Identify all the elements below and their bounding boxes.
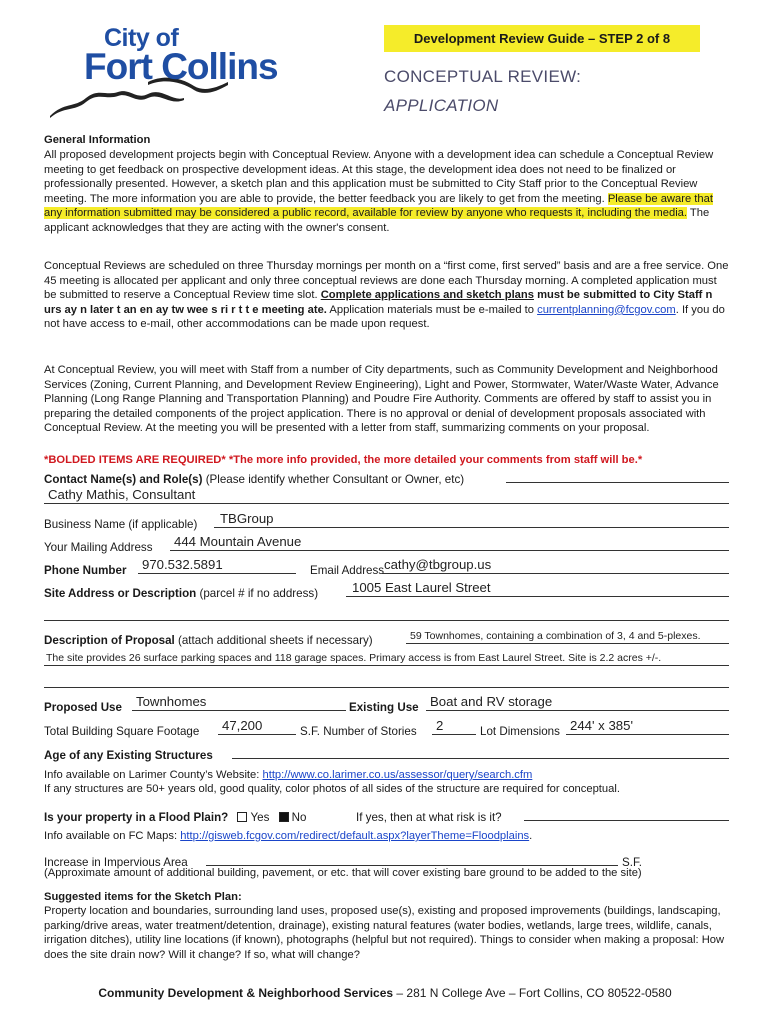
age-row [44,742,729,762]
address-row [44,534,729,554]
deadline-text: must be submitted to City Staff n urs ay n later t an en ay tw wee s ri r t t e meeting ate. [44,289,713,316]
description-value-2: The site provides 26 surface parking spaces and 118 garage spaces. Primary access is from East Laurel Street. Site is 2.2 acres +/-. [46,652,662,664]
accommodation-text: . If you do not have access to e-mail, other accommodations can be made upon request. [44,303,725,331]
footer-address: – 281 N College Ave – Fort Collins, CO 80522-0580 [393,986,672,1000]
business-name-value: TBGroup [220,511,274,526]
impervious-note: (Approximate amount of additional building, pavement, or etc. that will cover existing bare ground to be added to the site) [44,867,642,879]
phone-value: 970.532.5891 [142,557,223,572]
fc-maps-info: Info available on FC Maps: http://gisweb.fcgov.com/redirect/default.aspx?layerTheme=Floodplains. [44,830,533,842]
consent-text: The applicant acknowledges that they are acting with the owner's consent. [44,207,710,234]
phone-label: Phone Number [44,564,127,577]
existing-use-label: Existing Use [349,701,419,714]
email-value: cathy@tbgroup.us [384,557,492,572]
business-row [44,511,729,531]
business-name-field[interactable] [214,527,729,528]
sqft-value: 47,200 [222,718,263,733]
age-note: If any structures are 50+ years old, good quality, color photos of all sides of the structure are required for conceptual. [44,783,620,795]
age-label: Age of any Existing Structures [44,749,213,762]
description-row [44,627,729,647]
general-paragraph-2 [44,259,732,332]
site-extra-row [44,604,729,624]
intro-text: All proposed development projects begin with Conceptual Review. Anyone with a development idea can schedule a Conceptual Review meeting to get feedback on prospective development ideas. At this stage, the development idea does not need to be finalized or professionally presented. However, a sketch plan and this application must be submitted to City Staff prior to the Conceptual Review meeting. The more information you are able to provide, the better feedback you are likely to get from the meeting. [44,149,714,205]
logo-line2: Fort Collins [84,46,278,87]
flood-risk-field[interactable] [524,820,729,821]
impervious-label: Increase in Impervious Area [44,856,188,869]
complete-applications-text: Complete applications and sketch plans [320,289,534,302]
required-note: *BOLDED ITEMS ARE REQUIRED* *The more info provided, the more detailed your comments from staff will be.* [44,454,643,466]
sketch-body: Property location and boundaries, surrounding land uses, proposed use(s), existing and proposed improvements (buildings, landscaping, parking/drive areas, water treatment/detention, drainage), existing natural features (water bodies, wetlands, large trees, wildlife, canals, irrigation ditches), utility line locations (if known), photographs (helpful but not required). Things to consider when making a proposal: How does the site drain now? Will it change? If so, what will change? [44,905,725,961]
contact-role-line[interactable] [506,482,729,483]
proposed-use-field[interactable] [132,710,346,711]
general-paragraph-1 [44,148,732,236]
email-label: Email Address [310,564,385,577]
flood-no-checkbox[interactable] [279,812,289,822]
description-row-3 [44,671,729,691]
description-field-3[interactable] [44,687,729,688]
email-field[interactable] [382,573,729,574]
sketch-heading: Suggested items for the Sketch Plan: [44,891,242,903]
age-info [44,768,732,783]
contact-row [44,466,729,486]
business-label: Business Name (if applicable) [44,518,198,531]
stories-field[interactable] [432,734,476,735]
building-row [44,718,729,738]
stories-label: S.F. Number of Stories [300,725,417,738]
mailing-address-value: 444 Mountain Avenue [174,534,302,549]
mailing-address-field[interactable] [170,550,729,551]
proposed-use-label: Proposed Use [44,701,122,714]
larimer-info-text: Info available on Larimer County’s Website: [44,769,263,781]
site-label: Site Address or Description (parcel # if no address) [44,587,319,600]
email-instruction: Application materials must be e-mailed to [329,303,538,316]
floodplains-link[interactable]: http://gisweb.fcgov.com/redirect/default.aspx?layerTheme=Floodplains [180,830,530,842]
site-address-field[interactable] [346,596,729,597]
flood-question: Is your property in a Flood Plain? Yes No [44,811,307,824]
city-logo [44,22,304,122]
description-field-2[interactable] [44,665,729,666]
existing-use-value: Boat and RV storage [430,694,553,709]
age-field[interactable] [232,758,729,759]
public-record-notice: Please be aware that any information submitted may be considered a public record, available for review by anyone who requests it, including the media. [44,192,713,220]
page-subtitle: APPLICATION [384,96,499,115]
page-title: CONCEPTUAL REVIEW: [384,67,582,86]
contact-value-row [44,487,729,507]
flood-yes-label: Yes [250,811,270,824]
step-banner: Development Review Guide – STEP 2 of 8 [384,25,700,52]
planning-email-link[interactable]: currentplanning@fcgov.com [537,303,676,316]
sqft-label: Total Building Square Footage [44,725,200,738]
site-extra-line[interactable] [44,620,729,621]
impervious-unit: S.F. [622,856,642,869]
site-address-value: 1005 East Laurel Street [352,580,491,595]
lot-dimensions-label: Lot Dimensions [480,725,560,738]
sqft-field[interactable] [218,734,296,735]
lot-dimensions-field[interactable] [566,734,729,735]
logo-line1: City of [104,24,179,52]
lot-dimensions-value: 244' x 385' [570,718,633,733]
larimer-assessor-link[interactable]: http://www.co.larimer.co.us/assessor/query/search.cfm [262,769,533,781]
general-heading: General Information [44,134,151,146]
proposed-use-value: Townhomes [136,694,207,709]
flood-yes-checkbox[interactable] [237,812,247,822]
description-row-2 [44,649,729,669]
flood-no-label: No [291,811,307,824]
fc-maps-text: Info available on FC Maps: [44,830,181,842]
description-field[interactable] [406,643,729,644]
flood-row [44,804,729,824]
description-label: Description of Proposal (attach additional sheets if necessary) [44,634,373,647]
general-paragraph-3: At Conceptual Review, you will meet with Staff from a number of City departments, such as Community Development and Neighborhood Services (Zoning, Current Planning, and Development Review Engineering), Light and Power, Stormwater, Water/Waste Water, Advance Planning (Long Range Planning and Transportation Planning) and Poudre Fire Authority. Comments are offered by staff to assist you in preparing the detailed components of the project application. There is no approval or denial of development proposals associated with Conceptual Review. At the meeting you will be presented with a letter from staff, summarizing comments on your proposal. [44,364,719,435]
description-value-1: 59 Townhomes, containing a combination of 3, 4 and 5-plexes. [410,630,701,642]
site-row [44,580,729,600]
use-row [44,694,729,714]
footer [0,986,770,1000]
schedule-text: Conceptual Reviews are scheduled on three Thursday mornings per month on a “first come, first served” basis and are a free service. One 45 meeting is allocated per applicant and only three conceptual reviews are done each Thursday morning. A completed application must be submitted to reserve a Conceptual Review time slot. [44,260,729,302]
contact-name-value: Cathy Mathis, Consultant [48,487,196,502]
existing-use-field[interactable] [426,710,729,711]
address-label: Your Mailing Address [44,541,153,554]
flood-risk-label: If yes, then at what risk is it? [356,811,502,824]
phone-field[interactable] [138,573,296,574]
stories-value: 2 [436,718,444,733]
contact-label: Contact Name(s) and Role(s) (Please identify whether Consultant or Owner, etc) [44,473,465,486]
contact-name-field[interactable] [44,503,729,504]
phone-email-row [44,557,729,577]
footer-department: Community Development & Neighborhood Services [98,986,394,1000]
